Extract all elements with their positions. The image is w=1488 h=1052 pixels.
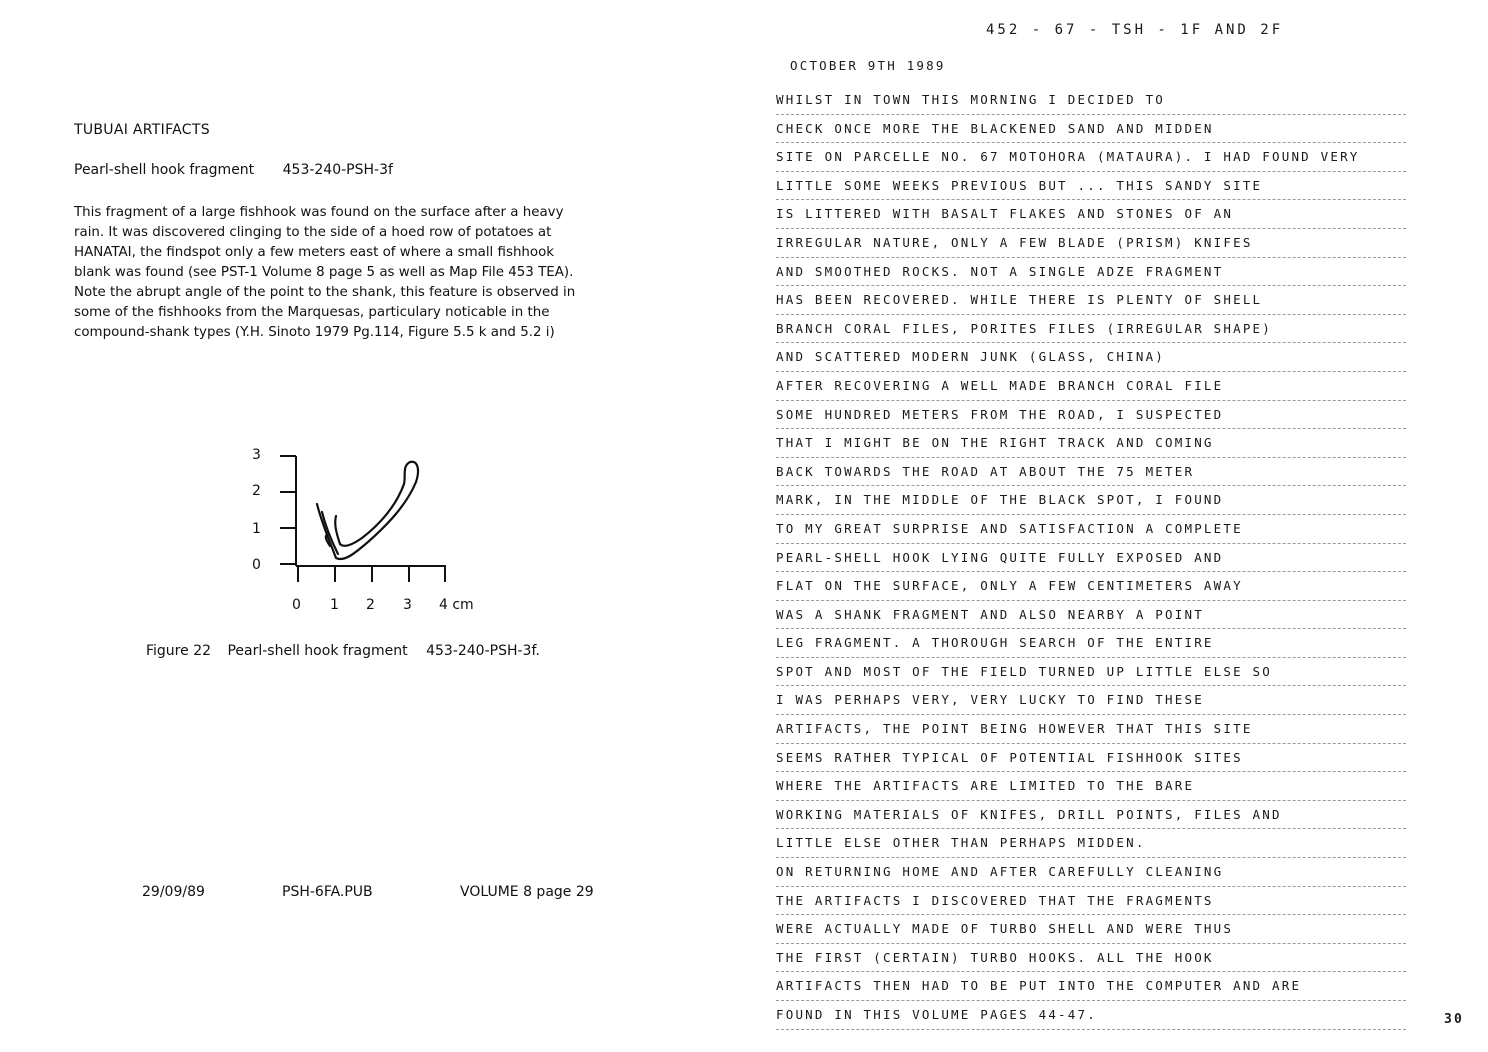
note-line: HAS BEEN RECOVERED. WHILE THERE IS PLENTY OF SHELL [776,286,1406,315]
note-line: ARTIFACTS THEN HAD TO BE PUT INTO THE COMPUTER AND ARE [776,972,1406,1001]
note-line: THE ARTIFACTS I DISCOVERED THAT THE FRAGMENTS [776,887,1406,916]
note-line: SITE ON PARCELLE NO. 67 MOTOHORA (MATAURA). I HAD FOUND VERY [776,143,1406,172]
paragraph-line: blank was found (see PST-1 Volume 8 page 5 as well as Map File 453 TEA). [74,265,574,280]
paragraph-line: HANATAI, the findspot only a few meters east of where a small fishhook [74,245,555,260]
right-page-handwritten [744,0,1488,1052]
note-line: THAT I MIGHT BE ON THE RIGHT TRACK AND COMING [776,429,1406,458]
note-line: WHILST IN TOWN THIS MORNING I DECIDED TO [776,86,1406,115]
figure-axes [280,456,446,582]
y-tick-label: 2 [252,483,261,499]
note-line: LITTLE ELSE OTHER THAN PERHAPS MIDDEN. [776,829,1406,858]
note-line: CHECK ONCE MORE THE BLACKENED SAND AND MIDDEN [776,115,1406,144]
note-line: WERE ACTUALLY MADE OF TURBO SHELL AND WERE THUS [776,915,1406,944]
note-line: AND SCATTERED MODERN JUNK (GLASS, CHINA) [776,343,1406,372]
note-line: PEARL-SHELL HOOK LYING QUITE FULLY EXPOSED AND [776,544,1406,573]
note-line: WAS A SHANK FRAGMENT AND ALSO NEARBY A POINT [776,601,1406,630]
note-line: SOME HUNDRED METERS FROM THE ROAD, I SUSPECTED [776,401,1406,430]
caption-code: 453-240-PSH-3f. [426,643,540,659]
y-tick-label: 1 [252,521,261,537]
hook-outline [317,462,418,559]
caption-title: Pearl-shell hook fragment [227,643,408,659]
note-line: SEEMS RATHER TYPICAL OF POTENTIAL FISHHOOK SITES [776,744,1406,773]
note-line: WHERE THE ARTIFACTS ARE LIMITED TO THE BARE [776,772,1406,801]
x-tick-label: 3 [403,597,412,613]
paragraph-line: compound-shank types (Y.H. Sinoto 1979 Pg.114, Figure 5.5 k and 5.2 i) [74,325,555,340]
note-line: BRANCH CORAL FILES, PORITES FILES (IRREGULAR SHAPE) [776,315,1406,344]
note-line: LEG FRAGMENT. A THOROUGH SEARCH OF THE ENTIRE [776,629,1406,658]
note-line: IS LITTERED WITH BASALT FLAKES AND STONES OF AN [776,200,1406,229]
note-line: AFTER RECOVERING A WELL MADE BRANCH CORAL FILE [776,372,1406,401]
notes-header: 452 - 67 - TSH - 1F AND 2F [986,22,1284,38]
note-line: AND SMOOTHED ROCKS. NOT A SINGLE ADZE FRAGMENT [776,258,1406,287]
paragraph-line: Note the abrupt angle of the point to the shank, this feature is observed in [74,285,576,300]
note-line: LITTLE SOME WEEKS PREVIOUS BUT ... THIS SANDY SITE [776,172,1406,201]
note-line: FOUND IN THIS VOLUME PAGES 44-47. [776,1001,1406,1030]
footer-file: PSH-6FA.PUB [282,884,373,900]
note-line: ON RETURNING HOME AND AFTER CAREFULLY CLEANING [776,858,1406,887]
footer-date: 29/09/89 [142,884,205,900]
page-heading: TUBUAI ARTIFACTS [74,122,210,138]
x-tick-label: 1 [330,597,339,613]
hook-figure [240,440,500,620]
artifact-title: Pearl-shell hook fragment [74,162,255,178]
caption-label: Figure 22 [146,643,212,659]
x-tick-label: 0 [292,597,301,613]
note-line: ARTIFACTS, THE POINT BEING HOWEVER THAT THIS SITE [776,715,1406,744]
note-line: SPOT AND MOST OF THE FIELD TURNED UP LITTLE ELSE SO [776,658,1406,687]
figure-caption [146,643,540,659]
artifact-code: 453-240-PSH-3f [282,162,393,178]
note-line: I WAS PERHAPS VERY, VERY LUCKY TO FIND THESE [776,686,1406,715]
y-tick-label: 0 [252,557,261,573]
note-line: BACK TOWARDS THE ROAD AT ABOUT THE 75 METER [776,458,1406,487]
page-number: 30 [1444,1012,1465,1027]
y-tick-label: 3 [252,447,261,463]
note-line: WORKING MATERIALS OF KNIFES, DRILL POINTS, FILES AND [776,801,1406,830]
note-line: TO MY GREAT SURPRISE AND SATISFACTION A COMPLETE [776,515,1406,544]
note-line: IRREGULAR NATURE, ONLY A FEW BLADE (PRISM) KNIFES [776,229,1406,258]
paragraph-line: rain. It was discovered clinging to the side of a hoed row of potatoes at [74,225,552,240]
artifact-subheading [74,162,393,178]
notes-lines [776,86,1406,1030]
x-tick-label: 2 [366,597,375,613]
paragraph-line: some of the fishhooks from the Marquesas, particulary noticable in the [74,305,550,320]
x-tick-label: 4 cm [439,597,474,613]
paragraph-line: This fragment of a large fishhook was found on the surface after a heavy [74,205,564,220]
footer-volume: VOLUME 8 page 29 [460,884,594,900]
description-paragraph [74,203,674,343]
note-line: FLAT ON THE SURFACE, ONLY A FEW CENTIMETERS AWAY [776,572,1406,601]
note-line: MARK, IN THE MIDDLE OF THE BLACK SPOT, I FOUND [776,486,1406,515]
note-line: THE FIRST (CERTAIN) TURBO HOOKS. ALL THE HOOK [776,944,1406,973]
notes-date: OCTOBER 9TH 1989 [790,58,946,73]
